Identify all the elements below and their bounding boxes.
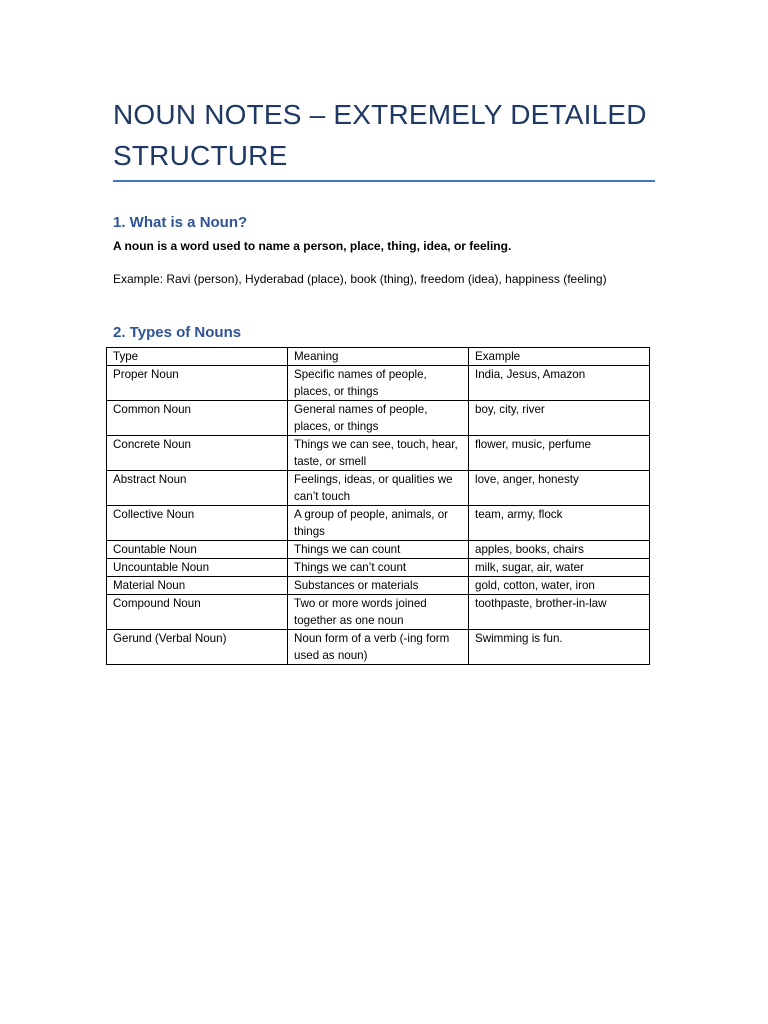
- cell-example: gold, cotton, water, iron: [469, 577, 650, 595]
- cell-type: Uncountable Noun: [107, 559, 288, 577]
- cell-meaning: Two or more words joined together as one noun: [288, 595, 469, 630]
- cell-type: Collective Noun: [107, 506, 288, 541]
- section-heading-what-is-a-noun: 1. What is a Noun?: [113, 214, 248, 231]
- noun-example: Example: Ravi (person), Hyderabad (place), book (thing), freedom (idea), happiness (feeling): [113, 272, 607, 286]
- cell-example: boy, city, river: [469, 401, 650, 436]
- cell-example: milk, sugar, air, water: [469, 559, 650, 577]
- cell-meaning: General names of people, places, or things: [288, 401, 469, 436]
- cell-meaning: Substances or materials: [288, 577, 469, 595]
- cell-meaning: Things we can see, touch, hear, taste, or smell: [288, 436, 469, 471]
- table-header-row: [107, 348, 650, 366]
- cell-type: Material Noun: [107, 577, 288, 595]
- table-row: [107, 401, 650, 436]
- section-heading-types-of-nouns: 2. Types of Nouns: [113, 324, 242, 341]
- cell-type: Proper Noun: [107, 366, 288, 401]
- column-header-meaning: Meaning: [288, 348, 469, 366]
- cell-type: Concrete Noun: [107, 436, 288, 471]
- column-header-example: Example: [469, 348, 650, 366]
- table-row: [107, 506, 650, 541]
- cell-type: Common Noun: [107, 401, 288, 436]
- table-row: [107, 577, 650, 595]
- cell-type: Gerund (Verbal Noun): [107, 630, 288, 665]
- cell-meaning: A group of people, animals, or things: [288, 506, 469, 541]
- types-of-nouns-table: [106, 347, 650, 665]
- table-row: [107, 366, 650, 401]
- cell-example: team, army, flock: [469, 506, 650, 541]
- cell-meaning: Noun form of a verb (-ing form used as noun): [288, 630, 469, 665]
- cell-example: Swimming is fun.: [469, 630, 650, 665]
- cell-meaning: Things we can’t count: [288, 559, 469, 577]
- table-row: [107, 559, 650, 577]
- table-row: [107, 436, 650, 471]
- cell-type: Countable Noun: [107, 541, 288, 559]
- noun-definition: A noun is a word used to name a person, place, thing, idea, or feeling.: [113, 239, 512, 253]
- table-row: [107, 595, 650, 630]
- cell-meaning: Specific names of people, places, or things: [288, 366, 469, 401]
- table-row: [107, 541, 650, 559]
- cell-type: Compound Noun: [107, 595, 288, 630]
- cell-example: flower, music, perfume: [469, 436, 650, 471]
- table-row: [107, 471, 650, 506]
- cell-meaning: Feelings, ideas, or qualities we can’t touch: [288, 471, 469, 506]
- cell-meaning: Things we can count: [288, 541, 469, 559]
- cell-example: India, Jesus, Amazon: [469, 366, 650, 401]
- cell-example: toothpaste, brother-in-law: [469, 595, 650, 630]
- title-underline: [113, 180, 655, 182]
- document-title: NOUN NOTES – EXTREMELY DETAILED STRUCTURE: [113, 99, 647, 171]
- cell-type: Abstract Noun: [107, 471, 288, 506]
- column-header-type: Type: [107, 348, 288, 366]
- cell-example: apples, books, chairs: [469, 541, 650, 559]
- cell-example: love, anger, honesty: [469, 471, 650, 506]
- table-row: [107, 630, 650, 665]
